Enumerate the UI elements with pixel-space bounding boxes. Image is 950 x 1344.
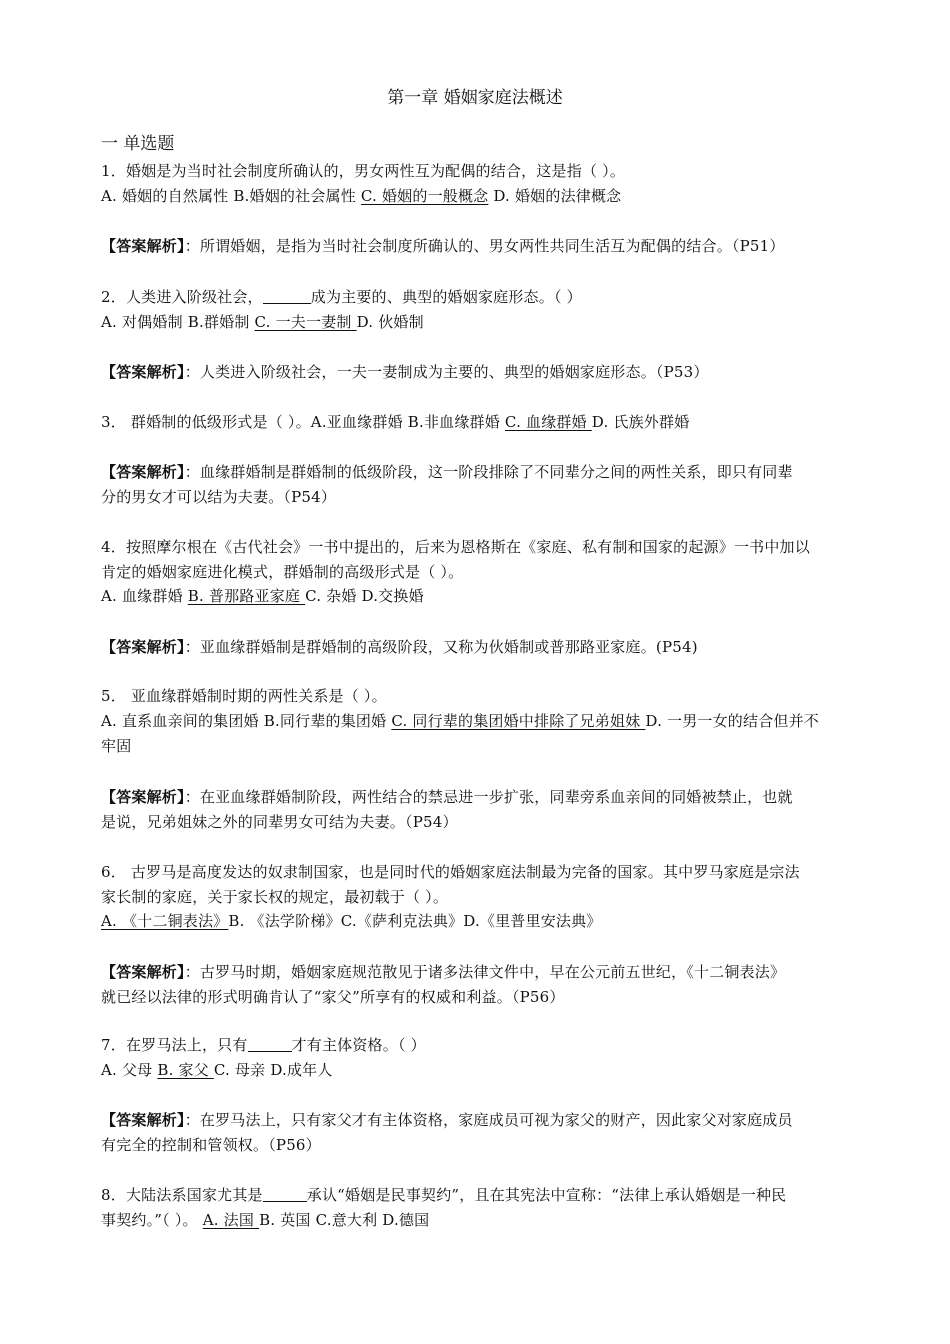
question-6-options: [101, 909, 881, 933]
stem-text: 承认“婚姻是民事契约”，且在其宪法中宣称：“法律上承认婚姻是一种民: [306, 1186, 787, 1204]
question-2-stem: [101, 285, 881, 309]
question-7-options: [101, 1058, 881, 1082]
question-5-answer: [101, 785, 881, 809]
stem-text: 才有主体资格。（ ）: [291, 1036, 426, 1054]
answer-label: 【答案解析】: [101, 237, 185, 255]
correct-option: A. 《十二铜表法》: [101, 912, 229, 930]
question-5-answer-cont: 是说，兄弟姐妹之外的同辈男女可结为夫妻。（P54）: [101, 813, 458, 831]
correct-option: C. 婚姻的一般概念: [360, 187, 489, 205]
correct-option: B. 普那路亚家庭: [187, 587, 306, 605]
answer-text: ：人类进入阶级社会，一夫一妻制成为主要的、典型的婚姻家庭形态。（P53）: [184, 363, 709, 381]
question-6-stem-cont: 家长制的家庭，关于家长权的规定，最初载于（ ）。: [101, 888, 449, 906]
question-4-options: [101, 584, 881, 608]
option-text: A. 父母: [101, 1061, 158, 1079]
correct-option: B. 家父: [157, 1061, 214, 1079]
answer-label: 【答案解析】: [101, 638, 185, 656]
option-text: B. 英国 C.意大利 D.德国: [259, 1211, 430, 1229]
option-text: D. 氏族外群婚: [591, 413, 690, 431]
correct-option: C. 一夫一妻制: [254, 313, 357, 331]
fill-blank: [263, 287, 311, 304]
stem-text: 8．大陆法系国家尤其是: [101, 1186, 263, 1204]
question-1-answer: [101, 234, 881, 258]
option-text: A. 血缘群婚: [101, 587, 188, 605]
stem-text: 事契约。”（ ）。: [101, 1211, 203, 1229]
option-text: A. 婚姻的自然属性 B.婚姻的社会属性: [101, 187, 361, 205]
question-2-options: [101, 310, 881, 334]
question-7-stem: [101, 1033, 881, 1057]
option-text: A. 对偶婚制 B.群婚制: [101, 313, 255, 331]
option-text: A. 直系血亲间的集团婚 B.同行辈的集团婚: [101, 712, 392, 730]
answer-label: 【答案解析】: [101, 363, 185, 381]
chapter-title: 第一章 婚姻家庭法概述: [387, 88, 563, 108]
question-7-answer-cont: 有完全的控制和管领权。（P56）: [101, 1136, 321, 1154]
stem-text: 3． 群婚制的低级形式是（ ）。A.亚血缘群婚 B.非血缘群婚: [101, 413, 505, 431]
answer-text: ：古罗马时期，婚姻家庭规范散见于诸多法律文件中，早在公元前五世纪，《十二铜表法》: [184, 963, 786, 981]
question-3-stem: [101, 410, 881, 434]
correct-option: C. 同行辈的集团婚中排除了兄弟姐妹: [391, 712, 646, 730]
option-text: B. 《法学阶梯》C.《萨利克法典》D.《里普里安法典》: [228, 912, 602, 930]
option-text: D. 婚姻的法律概念: [488, 187, 622, 205]
stem-text: 成为主要的、典型的婚姻家庭形态。（ ）: [310, 288, 582, 306]
question-2-answer: [101, 360, 881, 384]
question-6-answer: [101, 960, 881, 984]
question-7-answer: [101, 1108, 881, 1132]
option-text: D. 伙婚制: [356, 313, 424, 331]
fill-blank: [263, 1185, 307, 1202]
question-4-answer: [101, 635, 881, 659]
option-text: C. 母亲 D.成年人: [213, 1061, 333, 1079]
question-5-stem: 5． 亚血缘群婚制时期的两性关系是（ ）。: [101, 687, 387, 705]
answer-label: 【答案解析】: [101, 1111, 185, 1129]
question-6-answer-cont: 就已经以法律的形式明确肯认了“家父”所享有的权威和利益。（P56）: [101, 988, 565, 1006]
fill-blank: [248, 1035, 292, 1052]
section-heading: 一 单选题: [101, 134, 175, 154]
correct-option: A. 法国: [202, 1211, 260, 1229]
question-3-answer: [101, 460, 881, 484]
question-4-stem: 4．按照摩尔根在《古代社会》一书中提出的，后来为恩格斯在《家庭、私有制和国家的起源》一书中加以: [101, 538, 810, 556]
question-8-stem: [101, 1183, 881, 1207]
question-4-stem-cont: 肯定的婚姻家庭进化模式，群婚制的高级形式是（ ）。: [101, 563, 464, 581]
question-8-stem-cont: [101, 1208, 881, 1232]
question-5-options-cont: 牢固: [101, 737, 132, 755]
answer-text: ：在亚血缘群婚制阶段，两性结合的禁忌进一步扩张，同辈旁系血亲间的同婚被禁止，也就: [184, 788, 793, 806]
question-3-answer-cont: 分的男女才可以结为夫妻。（P54）: [101, 488, 337, 506]
question-6-stem: 6． 古罗马是高度发达的奴隶制国家，也是同时代的婚姻家庭法制最为完备的国家。其中罗马家庭是宗法: [101, 863, 800, 881]
option-text: C. 杂婚 D.交换婚: [305, 587, 424, 605]
correct-option: C. 血缘群婚: [504, 413, 592, 431]
answer-label: 【答案解析】: [101, 788, 185, 806]
question-1-stem: 1．婚姻是为当时社会制度所确认的，男女两性互为配偶的结合，这是指（ ）。: [101, 162, 626, 180]
answer-text: ：血缘群婚制是群婚制的低级阶段，这一阶段排除了不同辈分之间的两性关系，即只有同辈: [184, 463, 793, 481]
stem-text: 2．人类进入阶级社会，: [101, 288, 263, 306]
question-5-options: [101, 709, 881, 733]
answer-label: 【答案解析】: [101, 963, 185, 981]
answer-label: 【答案解析】: [101, 463, 185, 481]
answer-text: ：在罗马法上，只有家父才有主体资格，家庭成员可视为家父的财产，因此家父对家庭成员: [184, 1111, 793, 1129]
question-1-options: [101, 184, 881, 208]
stem-text: 7．在罗马法上，只有: [101, 1036, 248, 1054]
answer-text: ：所谓婚姻，是指为当时社会制度所确认的、男女两性共同生活互为配偶的结合。（P51）: [184, 237, 785, 255]
answer-text: ：亚血缘群婚制是群婚制的高级阶段，又称为伙婚制或普那路亚家庭。(P54): [184, 638, 698, 656]
option-text: D. 一男一女的结合但并不: [645, 712, 820, 730]
